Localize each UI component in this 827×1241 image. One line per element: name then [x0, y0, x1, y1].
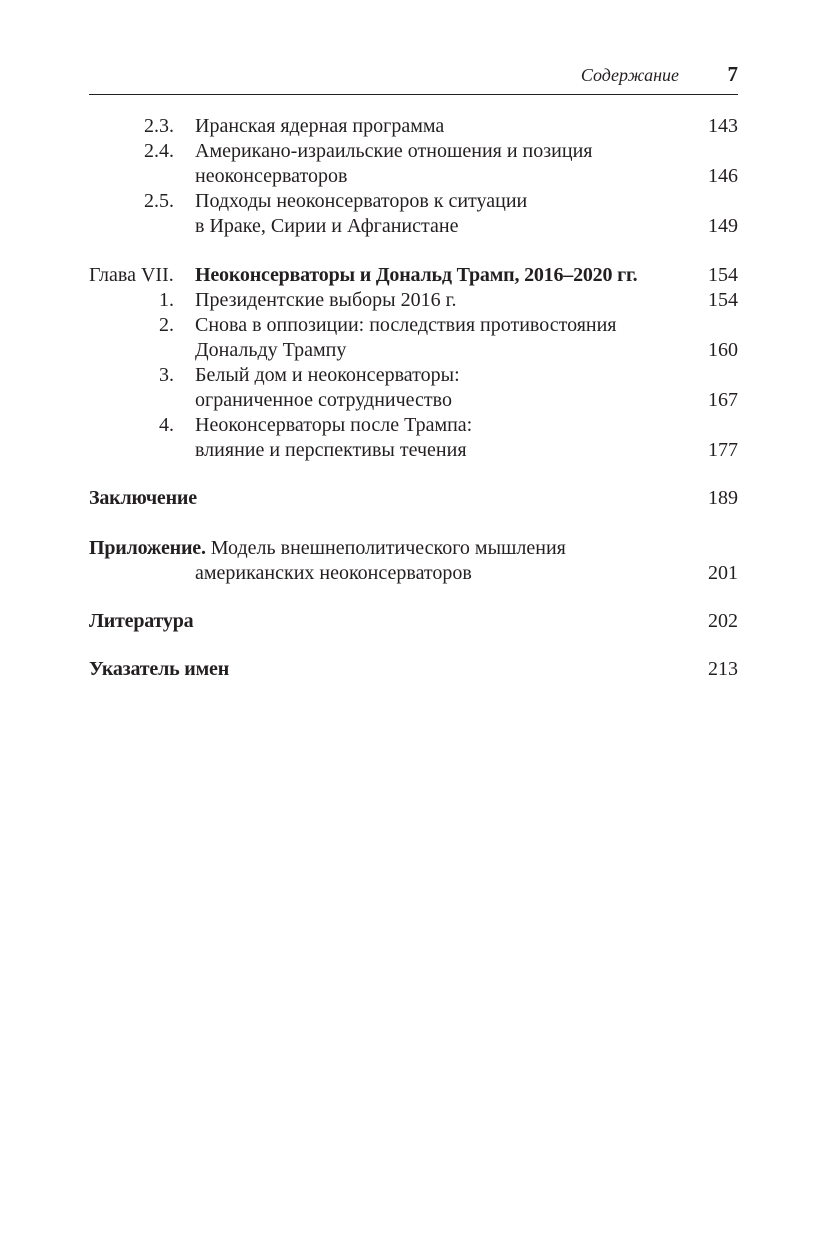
- appendix-title-cont: американских неоконсерваторов: [195, 562, 472, 584]
- toc-entry-7-3-cont: [89, 388, 738, 413]
- toc-entry-7-3: [89, 363, 738, 388]
- toc-entry-title: Неоконсерваторы после Трампа:: [195, 414, 473, 436]
- conclusion-title: Заключение: [89, 487, 197, 509]
- toc-entry-2-5: [89, 189, 738, 214]
- toc-entry-page: 177: [708, 439, 738, 461]
- toc-entry-title-cont: Дональду Трампу: [195, 339, 347, 361]
- toc-entry-7-1: [89, 288, 738, 313]
- toc-entry-7-2: [89, 313, 738, 338]
- toc-literature: [89, 609, 738, 634]
- toc-entry-number: 2.5.: [144, 190, 174, 212]
- running-head-title: Содержание: [580, 65, 679, 85]
- toc-entry-page: 154: [708, 264, 738, 286]
- toc-entry-number: 4.: [159, 414, 174, 436]
- toc-entry-number: 1.: [159, 289, 174, 311]
- toc-entry-7-2-cont: [89, 338, 738, 363]
- toc-entry-title: Американо-израильские отношения и позиция: [195, 140, 593, 162]
- page-number: 7: [727, 62, 738, 86]
- toc-appendix: [89, 536, 738, 561]
- appendix-label: Приложение.: [89, 537, 206, 559]
- toc-entry-2-4: [89, 139, 738, 164]
- toc-entry-title-cont: влияние и перспективы течения: [195, 439, 467, 461]
- toc-entry-7-4: [89, 413, 738, 438]
- toc-entry-title-cont: ограниченное сотрудничество: [195, 389, 452, 411]
- toc-entry-page: 146: [708, 165, 738, 187]
- toc-entry-page: 154: [708, 289, 738, 311]
- toc-entry-number: 2.: [159, 314, 174, 336]
- toc-entry-page: 202: [708, 610, 738, 632]
- toc-entry-title-cont: в Ираке, Сирии и Афганистане: [195, 215, 459, 237]
- toc-entry-page: 189: [708, 487, 738, 509]
- running-head: [89, 60, 738, 90]
- toc-appendix-cont: [89, 561, 738, 586]
- toc-chapter-7: [89, 263, 738, 288]
- toc-entry-page: 201: [708, 562, 738, 584]
- header-rule: [89, 94, 738, 95]
- toc-entry-title: Снова в оппозиции: последствия противостояния: [195, 314, 617, 336]
- toc-entry-page: 149: [708, 215, 738, 237]
- toc-entry-page: 143: [708, 115, 738, 137]
- toc-entry-number: 2.4.: [144, 140, 174, 162]
- toc-index: [89, 657, 738, 682]
- toc-entry-7-4-cont: [89, 438, 738, 463]
- toc-entry-title: Белый дом и неоконсерваторы:: [195, 364, 460, 386]
- appendix-title: Модель внешнеполитического мышления: [210, 537, 566, 559]
- toc-entry-page: 160: [708, 339, 738, 361]
- toc-entry-page: 213: [708, 658, 738, 680]
- toc-entry-2-5-cont: [89, 214, 738, 239]
- toc-entry-title: Президентские выборы 2016 г.: [195, 289, 457, 311]
- index-title: Указатель имен: [89, 658, 230, 680]
- toc-entry-2-4-cont: [89, 164, 738, 189]
- toc-entry-title: Подходы неоконсерваторов к ситуации: [195, 190, 528, 212]
- toc-entry-page: 167: [708, 389, 738, 411]
- toc-conclusion: [89, 486, 738, 511]
- chapter-label: Глава VII.: [89, 264, 174, 286]
- toc-entry-title: Иранская ядерная программа: [195, 115, 445, 137]
- appendix-heading: [89, 536, 566, 561]
- toc-entry-number: 2.3.: [144, 115, 174, 137]
- toc-entry-title-cont: неоконсерваторов: [195, 165, 348, 187]
- toc-entry-number: 3.: [159, 364, 174, 386]
- chapter-title: Неоконсерваторы и Дональд Трамп, 2016–2020 гг.: [195, 264, 638, 286]
- toc-entry-2-3: [89, 114, 738, 139]
- literature-title: Литература: [89, 610, 194, 632]
